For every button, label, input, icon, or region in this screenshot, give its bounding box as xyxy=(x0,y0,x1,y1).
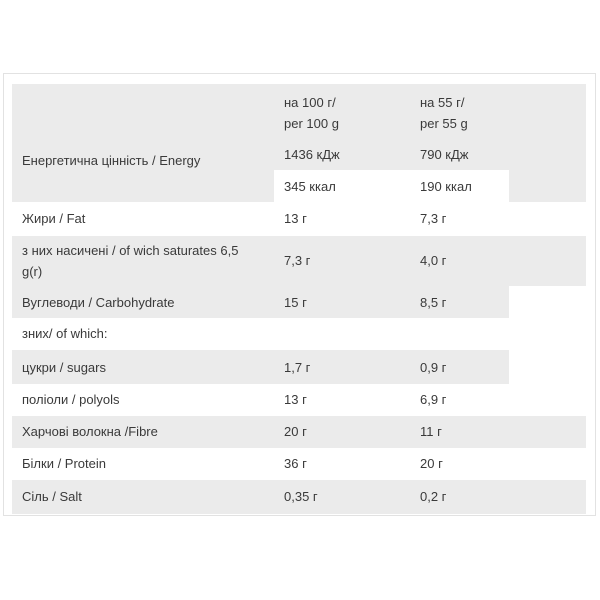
row-energy-kj-55: 790 кДж xyxy=(420,147,469,162)
row-polyols-100: 13 г xyxy=(284,392,307,407)
row-fibre-100: 20 г xyxy=(284,424,307,439)
row-saturates-100: 7,3 г xyxy=(284,253,311,268)
row-salt-55: 0,2 г xyxy=(420,489,447,504)
row-protein-100: 36 г xyxy=(284,456,307,471)
row-fat-label: Жири / Fat xyxy=(22,211,86,226)
row-sugars-100: 1,7 г xyxy=(284,360,311,375)
row-energy-label: Енергетична цінність / Energy xyxy=(22,153,201,168)
row-sugars-55: 0,9 г xyxy=(420,360,447,375)
row-fibre-55: 11 г xyxy=(420,424,442,439)
table-row xyxy=(12,236,586,286)
table-row xyxy=(12,202,586,236)
table-header-row xyxy=(12,84,586,202)
row-saturates-label: з них насичені / of wich saturates 6,5 g(r) xyxy=(22,243,239,279)
row-carbs-label: Вуглеводи / Carbohydrate xyxy=(22,295,175,310)
row-fat-100: 13 г xyxy=(284,211,307,226)
row-energy-kcal-100: 345 ккал xyxy=(284,179,336,194)
row-fibre-label: Харчові волокна /Fibre xyxy=(22,424,158,439)
row-of-which-label: зних/ of which: xyxy=(22,326,108,341)
col-per55-header xyxy=(420,92,468,134)
table-row xyxy=(12,480,586,514)
row-carbs-100: 15 г xyxy=(284,295,307,310)
row-saturates-55: 4,0 г xyxy=(420,253,447,268)
col-per100-header xyxy=(284,92,339,134)
row-energy-kcal-55: 190 ккал xyxy=(420,179,472,194)
row-sugars-label: цукри / sugars xyxy=(22,360,106,375)
row-protein-55: 20 г xyxy=(420,456,443,471)
row-salt-100: 0,35 г xyxy=(284,489,318,504)
table-row xyxy=(12,448,586,480)
table-row xyxy=(12,350,586,384)
col-per55-header-line1: на 55 г/ xyxy=(420,95,465,110)
row-protein-label: Білки / Protein xyxy=(22,456,106,471)
row-polyols-55: 6,9 г xyxy=(420,392,447,407)
col-per55-header-line2: per 55 g xyxy=(420,116,468,131)
row-polyols-label: поліоли / polyols xyxy=(22,392,120,407)
table-row xyxy=(12,384,586,416)
row-salt-label: Сіль / Salt xyxy=(22,489,82,504)
row-energy-kj-100: 1436 кДж xyxy=(284,147,340,162)
row-carbs-55: 8,5 г xyxy=(420,295,447,310)
col-per100-header-line1: на 100 г/ xyxy=(284,95,336,110)
table-row xyxy=(12,416,586,448)
table-row xyxy=(12,318,586,350)
col-per100-header-line2: per 100 g xyxy=(284,116,339,131)
table-row xyxy=(12,286,586,318)
row-fat-55: 7,3 г xyxy=(420,211,447,226)
